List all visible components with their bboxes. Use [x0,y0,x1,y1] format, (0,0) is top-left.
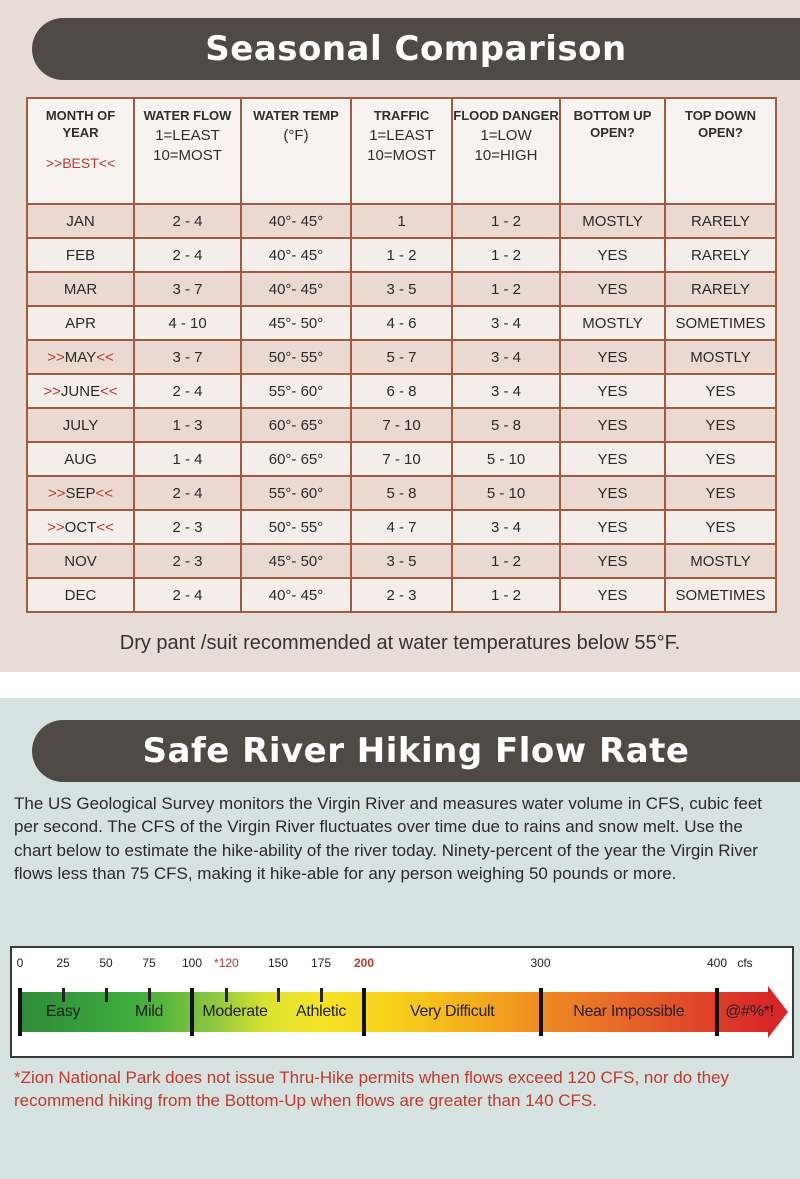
cell-month: JAN [27,204,134,238]
cell-month [27,476,134,510]
cell-flow: 1 - 3 [134,408,241,442]
cell-temp: 60°- 65° [241,442,351,476]
column-header [27,98,134,204]
cell-month: DEC [27,578,134,612]
seasonal-title: Seasonal Comparison [205,29,627,69]
flow-title-banner [32,720,800,782]
table-header-row [27,98,776,204]
cell-top: YES [665,510,776,544]
table-row [27,238,776,272]
cell-month: AUG [27,442,134,476]
scale-tick-label: 400 [706,956,728,970]
difficulty-zone-label: Moderate [202,1003,268,1020]
cell-flood: 5 - 10 [452,476,560,510]
cell-flood: 5 - 8 [452,408,560,442]
cell-month: APR [27,306,134,340]
difficulty-zone-label: @#%*! [725,1003,774,1020]
table-row [27,340,776,374]
cell-traffic: 7 - 10 [351,442,452,476]
cell-month [27,340,134,374]
column-header-label: FLOOD DANGER [453,108,559,123]
flow-intro-paragraph: The US Geological Survey monitors the Virgin River and measures water volume in CFS, cubic feet per second. The CFS of the Virgin River fluctuates over time due to rains and snow melt. Use the chart below to estimate the hike-ability of the river today. Ninety-percent of the year the Virgin River flows less than 75 CFS, making it hike-able for any person weighing 50 pounds or more. [14,794,763,884]
cell-top: YES [665,442,776,476]
cell-flow: 2 - 4 [134,476,241,510]
cell-temp: 40°- 45° [241,204,351,238]
cell-traffic: 2 - 3 [351,578,452,612]
cell-temp: 55°- 60° [241,476,351,510]
cell-top: MOSTLY [665,340,776,374]
cell-top: RARELY [665,204,776,238]
cell-bottom: YES [560,442,665,476]
cell-flow: 2 - 3 [134,544,241,578]
cell-traffic: 6 - 8 [351,374,452,408]
column-header-scale: (°F) [283,127,309,144]
difficulty-zone-label: Athletic [295,1003,347,1020]
month-label: JUNE [60,382,101,400]
cell-top: RARELY [665,272,776,306]
table-body [27,204,776,612]
cell-traffic: 3 - 5 [351,272,452,306]
cell-temp: 40°- 45° [241,238,351,272]
scale-tick-label: 200 [353,956,375,970]
month-label: SEP [65,484,96,502]
cell-flow: 4 - 10 [134,306,241,340]
cell-bottom: YES [560,510,665,544]
difficulty-zone-label: Easy [45,1003,81,1020]
cell-top: RARELY [665,238,776,272]
cell-top: YES [665,476,776,510]
column-header [134,98,241,204]
month-label: MAY [64,348,97,366]
table-row [27,442,776,476]
scale-unit-label: cfs [737,956,753,970]
cell-top: YES [665,374,776,408]
table-row [27,476,776,510]
cell-temp: 50°- 55° [241,340,351,374]
cell-temp: 45°- 50° [241,544,351,578]
difficulty-zone-label: Mild [134,1003,164,1020]
dry-suit-note: Dry pant /suit recommended at water temperatures below 55°F. [119,632,681,654]
cell-traffic: 1 [351,204,452,238]
scale-tick-label: 25 [56,956,70,970]
column-header [351,98,452,204]
cell-flood: 1 - 2 [452,544,560,578]
scale-tick-label: 50 [99,956,113,970]
column-header-label: WATER FLOW [143,108,232,123]
column-header [560,98,665,204]
best-marker-left: >> [47,518,65,536]
best-marker-left: >> [47,484,66,502]
column-header-scale: 1=LEAST 10=MOST [153,127,222,164]
table-row [27,306,776,340]
cell-bottom: YES [560,374,665,408]
cell-flood: 3 - 4 [452,340,560,374]
cell-month [27,374,134,408]
cell-bottom: YES [560,544,665,578]
cell-month: NOV [27,544,134,578]
cell-flow: 1 - 4 [134,442,241,476]
cell-temp: 60°- 65° [241,408,351,442]
cell-flow: 2 - 4 [134,578,241,612]
cell-traffic: 1 - 2 [351,238,452,272]
flow-rate-scale [10,946,794,1058]
table-row [27,408,776,442]
cell-top: SOMETIMES [665,578,776,612]
column-header [452,98,560,204]
scale-tick-label: 75 [142,956,156,970]
cell-traffic: 5 - 8 [351,476,452,510]
column-header-label: TOP DOWN OPEN? [684,108,757,140]
best-marker-left: >> [47,348,65,366]
cell-traffic: 4 - 7 [351,510,452,544]
cell-flood: 3 - 4 [452,510,560,544]
cell-month: JULY [27,408,134,442]
cell-flood: 1 - 2 [452,578,560,612]
column-header-label: MONTH OF YEAR [45,108,116,140]
cell-temp: 40°- 45° [241,272,351,306]
cell-top: MOSTLY [665,544,776,578]
best-marker-left: >> [43,382,61,400]
cell-flood: 3 - 4 [452,374,560,408]
best-marker-right: << [96,348,114,366]
table-row [27,204,776,238]
cell-traffic: 5 - 7 [351,340,452,374]
cell-flow: 2 - 4 [134,374,241,408]
cell-month: MAR [27,272,134,306]
cell-bottom: YES [560,238,665,272]
cell-flood: 1 - 2 [452,272,560,306]
scale-tick-label: *120 [214,956,239,970]
cell-bottom: MOSTLY [560,204,665,238]
cell-flood: 3 - 4 [452,306,560,340]
cell-flow: 3 - 7 [134,340,241,374]
column-header-label: WATER TEMP [253,108,339,123]
cell-bottom: YES [560,408,665,442]
cell-temp: 45°- 50° [241,306,351,340]
best-marker-right: << [95,484,114,502]
cell-month [27,510,134,544]
difficulty-zone-label: Near Impossible [573,1003,685,1020]
cell-temp: 55°- 60° [241,374,351,408]
cell-top: YES [665,408,776,442]
cell-month: FEB [27,238,134,272]
scale-tick-label: 150 [267,956,289,970]
column-header-scale: 1=LOW 10=HIGH [474,127,538,164]
cell-flood: 1 - 2 [452,238,560,272]
cell-bottom: YES [560,578,665,612]
section-gap [0,672,800,698]
cell-temp: 40°- 45° [241,578,351,612]
scale-tick-label: 300 [530,956,551,970]
cell-flood: 1 - 2 [452,204,560,238]
cell-flood: 5 - 10 [452,442,560,476]
cell-traffic: 3 - 5 [351,544,452,578]
column-header-label: BOTTOM UP OPEN? [573,108,652,140]
table-row [27,544,776,578]
seasonal-comparison-table [26,97,777,613]
cell-flow: 2 - 4 [134,204,241,238]
best-marker-right: << [96,518,114,536]
table-row [27,578,776,612]
column-header [241,98,351,204]
cell-traffic: 7 - 10 [351,408,452,442]
cell-flow: 2 - 3 [134,510,241,544]
cell-traffic: 4 - 6 [351,306,452,340]
permit-footnote: *Zion National Park does not issue Thru-Hike permits when flows exceed 120 CFS, nor do they recommend hiking from the Bottom-Up when flows are greater than 140 CFS. [14,1068,729,1110]
best-marker-right: << [100,382,118,400]
flow-title: Safe River Hiking Flow Rate [142,731,690,771]
table-row [27,510,776,544]
table-row [27,272,776,306]
table-row [27,374,776,408]
scale-tick-label: 0 [16,956,24,970]
cell-top: SOMETIMES [665,306,776,340]
difficulty-zone-label: Very Difficult [410,1003,495,1020]
cell-flow: 3 - 7 [134,272,241,306]
column-header [665,98,776,204]
scale-tick-label: 175 [310,956,332,970]
column-header-scale: 1=LEAST 10=MOST [367,127,436,164]
cell-flow: 2 - 4 [134,238,241,272]
seasonal-title-banner [32,18,800,80]
cell-bottom: YES [560,340,665,374]
column-header-label: TRAFFIC [373,108,430,123]
cell-temp: 50°- 55° [241,510,351,544]
best-marker-legend: >>BEST<< [45,155,116,171]
month-label: OCT [64,518,97,536]
cell-bottom: YES [560,476,665,510]
scale-tick-label: 100 [181,956,203,970]
cell-bottom: YES [560,272,665,306]
cell-bottom: MOSTLY [560,306,665,340]
